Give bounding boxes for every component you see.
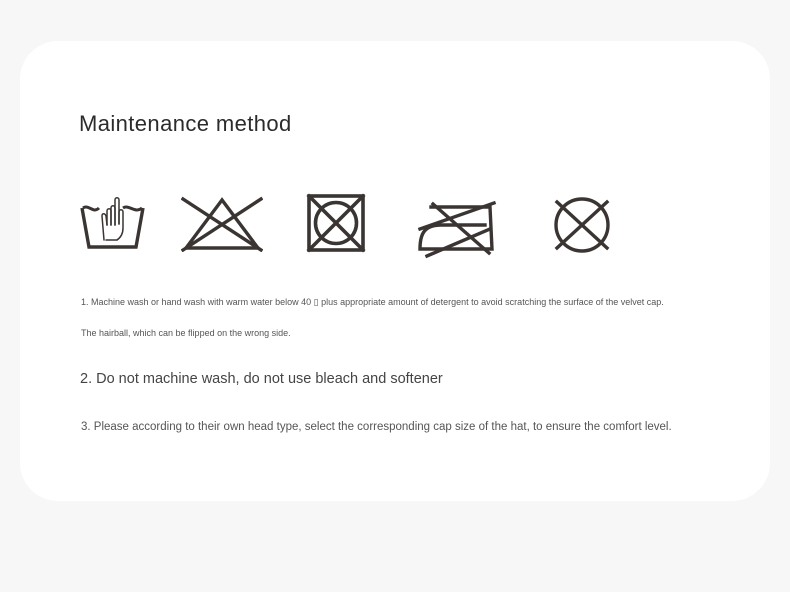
instruction-line-3: 3. Please according to their own head type, select the corresponding cap size of the hat, to ensure the comfort level. <box>81 421 672 433</box>
hand-wash-icon <box>80 194 146 250</box>
maintenance-card <box>20 41 770 501</box>
do-not-iron-icon <box>417 199 497 259</box>
instruction-line-2: 2. Do not machine wash, do not use bleach and softener <box>80 371 443 387</box>
card-title: Maintenance method <box>79 111 292 136</box>
do-not-tumble-dry-icon <box>306 193 366 253</box>
instruction-line-1-continued: The hairball, which can be flipped on the wrong side. <box>81 328 291 338</box>
do-not-bleach-icon <box>181 196 263 252</box>
instruction-line-1: 1. Machine wash or hand wash with warm water below 40 ▯ plus appropriate amount of detergent to avoid scratching the surface of the velvet cap. <box>81 297 664 307</box>
do-not-dry-clean-icon <box>550 196 614 254</box>
